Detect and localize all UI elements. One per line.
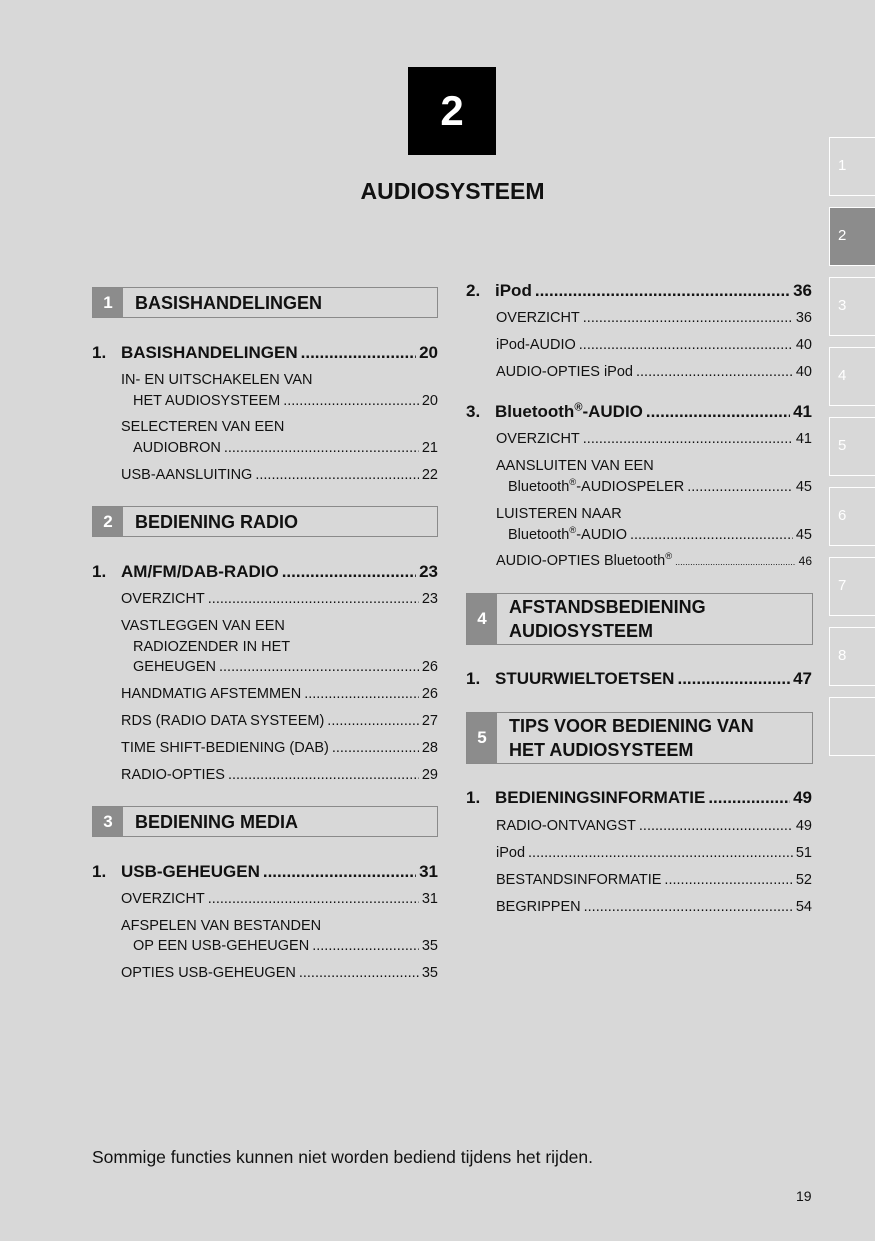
chapter-number: 2 (408, 67, 496, 155)
page-ref: 41 (793, 402, 812, 421)
entry-title: STUURWIELTOETSEN (495, 669, 675, 688)
dot-leader (282, 562, 416, 582)
entry-title: HANDMATIG AFSTEMMEN (121, 686, 302, 702)
toc-subentry-overzicht[interactable] (121, 591, 438, 607)
dot-leader (263, 862, 416, 882)
entry-number: 3. (466, 402, 481, 421)
page-ref: 52 (795, 872, 812, 888)
page-ref: 49 (795, 818, 812, 834)
entry-number: 1. (466, 788, 481, 807)
entry-title: BEGRIPPEN (496, 899, 581, 915)
toc-subentry-line: AFSPELEN VAN BESTANDEN (121, 918, 322, 934)
page-ref: 40 (795, 364, 812, 380)
entry-title: OVERZICHT (496, 431, 580, 447)
toc-subentry-usb-aansluiting[interactable] (121, 467, 438, 483)
section-header-1 (92, 287, 438, 318)
page-ref: 31 (421, 891, 438, 907)
entry-title: OVERZICHT (121, 891, 205, 907)
toc-entry-bedieningsinformatie[interactable] (466, 788, 812, 808)
dot-leader (636, 364, 793, 380)
side-tab-8[interactable]: 8 (829, 627, 875, 686)
page-ref: 31 (419, 862, 438, 881)
page-ref: 41 (795, 431, 812, 447)
dot-leader (332, 740, 419, 756)
dot-leader (677, 669, 790, 689)
toc-subentry-ipod[interactable] (496, 845, 812, 861)
dot-leader (708, 788, 790, 808)
entry-title: TIME SHIFT-BEDIENING (DAB) (121, 740, 329, 756)
toc-subentry-handmatig-afstemmen[interactable] (121, 686, 438, 702)
side-tab-blank (829, 697, 875, 756)
page-ref: 35 (421, 938, 438, 954)
dot-leader (224, 440, 419, 456)
dot-leader (283, 393, 419, 409)
dot-leader (208, 891, 419, 907)
toc-subentry-ipod-audio[interactable] (496, 337, 812, 353)
dot-leader (646, 402, 790, 422)
dot-leader (255, 467, 419, 483)
section-number: 1 (93, 288, 123, 317)
section-header-4 (466, 593, 813, 645)
entry-title: RADIO-ONTVANGST (496, 818, 636, 834)
toc-subentry-overzicht[interactable] (121, 891, 438, 907)
page-ref: 22 (421, 467, 438, 483)
dot-leader (301, 343, 416, 363)
side-tab-6[interactable]: 6 (829, 487, 875, 546)
toc-entry-basishandelingen[interactable] (92, 343, 438, 363)
section-number: 2 (93, 507, 123, 536)
toc-subentry-line: SELECTEREN VAN EEN (121, 419, 285, 435)
entry-title: AUDIO-OPTIES Bluetooth® (496, 550, 673, 569)
dot-leader (583, 310, 793, 326)
dot-leader (664, 872, 792, 888)
entry-title: iPod (495, 281, 532, 300)
dot-leader (639, 818, 793, 834)
dot-leader (583, 431, 793, 447)
section-header-5 (466, 712, 813, 764)
page-ref: 54 (795, 899, 812, 915)
entry-title: AUDIO-OPTIES iPod (496, 364, 633, 380)
dot-leader (219, 659, 419, 675)
side-tab-1[interactable]: 1 (829, 137, 875, 196)
dot-leader (304, 686, 419, 702)
section-title: BEDIENING MEDIA (135, 811, 299, 832)
page-ref: 28 (421, 740, 438, 756)
dot-leader (675, 557, 795, 567)
entry-title: Bluetooth®-AUDIO (508, 524, 627, 543)
toc-subentry-line: IN- EN UITSCHAKELEN VAN (121, 372, 313, 388)
entry-title: RDS (RADIO DATA SYSTEEM) (121, 713, 325, 729)
entry-title: USB-GEHEUGEN (121, 862, 260, 881)
entry-title: OP EEN USB-GEHEUGEN (133, 938, 310, 954)
entry-title: OVERZICHT (121, 591, 205, 607)
section-title: AFSTANDSBEDIENING AUDIOSYSTEEM (509, 597, 706, 641)
dot-leader (535, 281, 790, 301)
entry-title: AM/FM/DAB-RADIO (121, 562, 279, 581)
toc-subentry-opties-usb[interactable] (121, 965, 438, 981)
dot-leader (630, 527, 793, 543)
chapter-title: AUDIOSYSTEEM (360, 178, 545, 204)
section-title: BASISHANDELINGEN (135, 292, 323, 313)
footer-note: Sommige functies kunnen niet worden bediend tijdens het rijden. (92, 1147, 594, 1167)
toc-entry-ipod[interactable] (466, 281, 812, 301)
page-ref: 35 (421, 965, 438, 981)
toc-entry-stuurwieltoetsen[interactable] (466, 669, 812, 689)
entry-title: HET AUDIOSYSTEEM (133, 393, 281, 409)
page-ref: 36 (793, 281, 812, 300)
page-ref: 47 (793, 669, 812, 688)
section-number: 3 (93, 807, 123, 836)
page-ref: 36 (795, 310, 812, 326)
toc-subentry-time-shift[interactable] (121, 740, 438, 756)
section-header-3 (92, 806, 438, 837)
toc-subentry-line: AANSLUITEN VAN EEN (496, 458, 654, 474)
entry-number: 2. (466, 281, 481, 300)
dot-leader (327, 713, 419, 729)
section-number: 4 (467, 594, 497, 644)
dot-leader (299, 965, 419, 981)
section-title: BEDIENING RADIO (135, 511, 299, 532)
toc-subentry-in-uitschakelen[interactable] (133, 393, 438, 409)
page-ref: 27 (421, 713, 438, 729)
page-ref: 20 (421, 393, 438, 409)
section-number: 5 (467, 713, 497, 763)
page-ref: 26 (421, 686, 438, 702)
toc-subentry-aansluiten[interactable] (508, 476, 812, 495)
page-ref: 45 (795, 479, 812, 495)
entry-title: GEHEUGEN (133, 659, 216, 675)
page-ref: 21 (421, 440, 438, 456)
side-tab-3[interactable]: 3 (829, 277, 875, 336)
entry-title: OPTIES USB-GEHEUGEN (121, 965, 296, 981)
page-ref: 46 (798, 554, 812, 568)
entry-title: BESTANDSINFORMATIE (496, 872, 662, 888)
entry-title: USB-AANSLUITING (121, 467, 253, 483)
toc-subentry-bestandsinformatie[interactable] (496, 872, 812, 888)
side-tab-7[interactable]: 7 (829, 557, 875, 616)
dot-leader (579, 337, 793, 353)
entry-title: Bluetooth®-AUDIO (495, 401, 643, 421)
toc-subentry-overzicht[interactable] (496, 431, 812, 447)
page-ref: 23 (421, 591, 438, 607)
side-tab-5[interactable]: 5 (829, 417, 875, 476)
entry-title: iPod-AUDIO (496, 337, 576, 353)
toc-subentry-audio-opties-bluetooth[interactable] (496, 550, 812, 569)
page-ref: 23 (419, 562, 438, 581)
entry-title: iPod (496, 845, 526, 861)
page-number: 19 (796, 1188, 812, 1204)
page-ref: 29 (421, 767, 438, 783)
entry-title: OVERZICHT (496, 310, 580, 326)
toc-subentry-audio-opties-ipod[interactable] (496, 364, 812, 380)
entry-number: 1. (92, 862, 107, 881)
page-ref: 45 (795, 527, 812, 543)
dot-leader (228, 767, 419, 783)
side-tab-4[interactable]: 4 (829, 347, 875, 406)
toc-subentry-line: LUISTEREN NAAR (496, 506, 622, 522)
toc-subentry-radio-opties[interactable] (121, 767, 438, 783)
toc-subentry-line: RADIOZENDER IN HET (133, 639, 291, 655)
toc-entry-usb-geheugen[interactable] (92, 862, 438, 882)
toc-entry-am-fm-dab-radio[interactable] (92, 562, 438, 582)
toc-subentry-begrippen[interactable] (496, 899, 812, 915)
page-ref: 26 (421, 659, 438, 675)
dot-leader (687, 479, 793, 495)
page-ref: 49 (793, 788, 812, 807)
toc-subentry-audiobron[interactable] (133, 440, 438, 456)
entry-title: RADIO-OPTIES (121, 767, 225, 783)
section-title: TIPS VOOR BEDIENING VAN HET AUDIOSYSTEEM (509, 716, 754, 760)
toc-subentry-overzicht[interactable] (496, 310, 812, 326)
dot-leader (584, 899, 793, 915)
entry-title: AUDIOBRON (133, 440, 221, 456)
dot-leader (208, 591, 419, 607)
dot-leader (528, 845, 793, 861)
toc-subentry-luisteren[interactable] (508, 524, 812, 543)
page-ref: 51 (795, 845, 812, 861)
entry-number: 1. (466, 669, 481, 688)
entry-number: 1. (92, 562, 107, 581)
entry-number: 1. (92, 343, 107, 362)
page-ref: 20 (419, 343, 438, 362)
page-ref: 40 (795, 337, 812, 353)
toc-subentry-afspelen[interactable] (133, 938, 438, 954)
toc-entry-bluetooth-audio[interactable] (466, 402, 812, 422)
entry-title: BASISHANDELINGEN (121, 343, 298, 362)
side-tab-2[interactable]: 2 (829, 207, 875, 266)
toc-subentry-radio-ontvangst[interactable] (496, 818, 812, 834)
entry-title: BEDIENINGSINFORMATIE (495, 788, 706, 807)
section-header-2 (92, 506, 438, 537)
toc-subentry-rds[interactable] (121, 713, 438, 729)
entry-title: Bluetooth®-AUDIOSPELER (508, 476, 685, 495)
toc-subentry-line: VASTLEGGEN VAN EEN (121, 618, 285, 634)
toc-subentry-vastleggen[interactable] (133, 659, 438, 675)
dot-leader (312, 938, 419, 954)
